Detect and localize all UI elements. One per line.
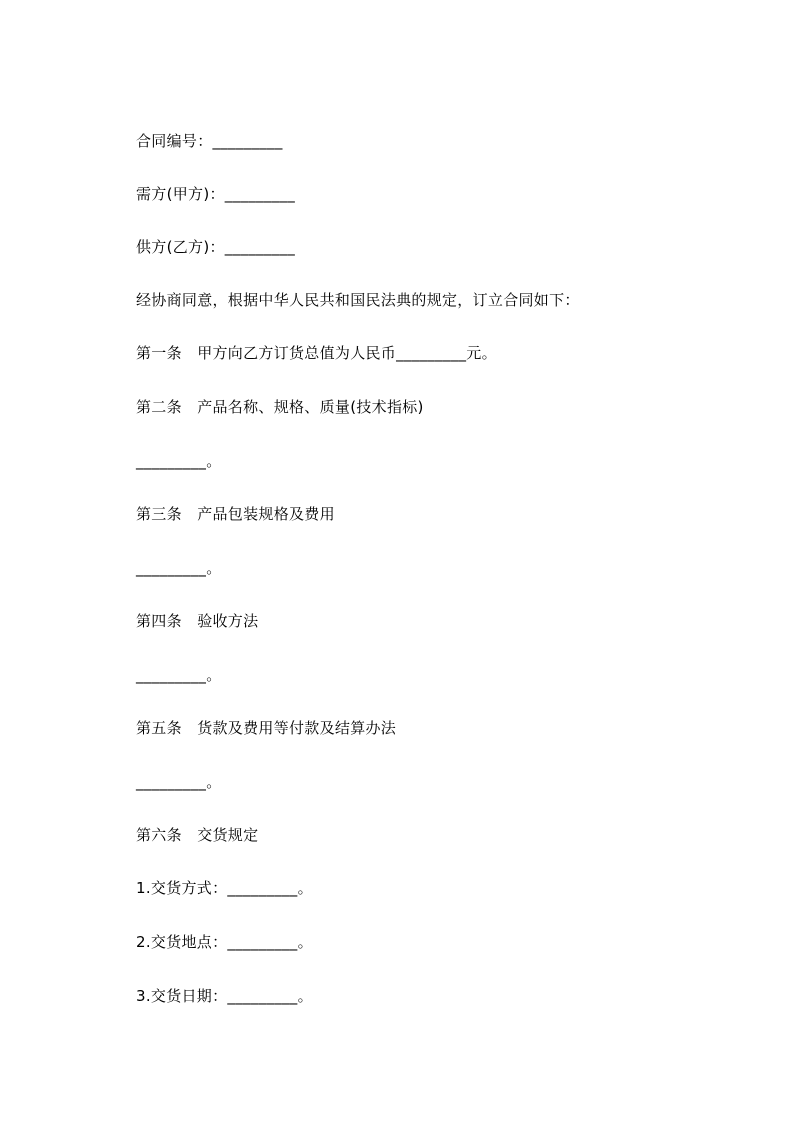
preamble-line: 经协商同意，根据中华人民共和国民法典的规定，订立合同如下：	[136, 291, 580, 309]
delivery-date-line: 3.交货日期：_________。	[136, 987, 313, 1005]
article-6-title: 第六条 交货规定	[136, 826, 259, 844]
article-5-blank: _________。	[136, 773, 222, 791]
contract-number-line: 合同编号：_________	[136, 132, 283, 150]
delivery-place-line: 2.交货地点：_________。	[136, 933, 313, 951]
buyer-line: 需方(甲方)：_________	[136, 185, 296, 203]
article-5-title: 第五条 货款及费用等付款及结算办法	[136, 719, 397, 737]
article-2-blank: _________。	[136, 452, 222, 470]
article-3-title: 第三条 产品包装规格及费用	[136, 505, 335, 523]
delivery-method-line: 1.交货方式：_________。	[136, 879, 313, 897]
article-2-title: 第二条 产品名称、规格、质量(技术指标)	[136, 398, 424, 416]
article-3-blank: _________。	[136, 559, 222, 577]
article-4-blank: _________。	[136, 666, 222, 684]
seller-line: 供方(乙方)：_________	[136, 238, 296, 256]
article-1: 第一条 甲方向乙方订货总值为人民币_________元。	[136, 344, 497, 362]
article-4-title: 第四条 验收方法	[136, 612, 259, 630]
